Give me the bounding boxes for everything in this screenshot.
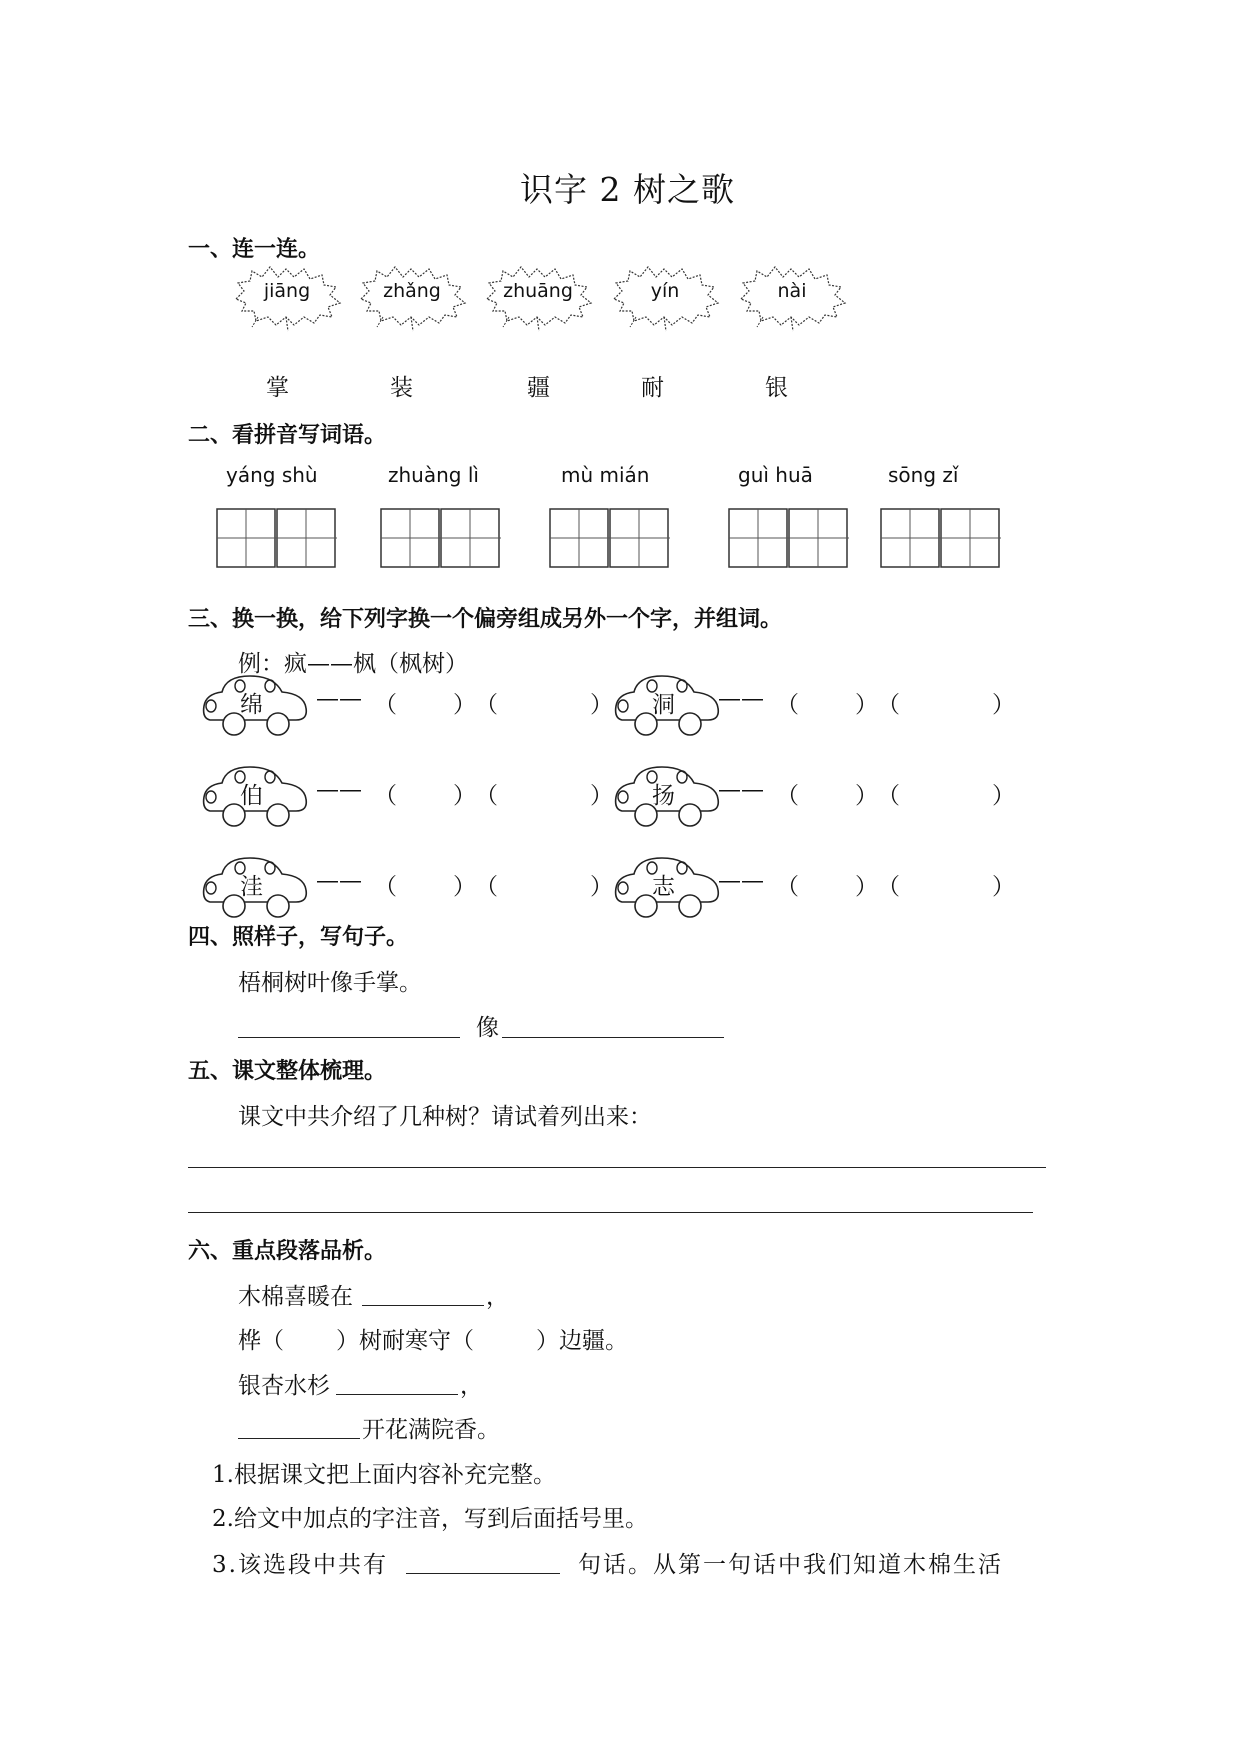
dash: —— (316, 777, 362, 803)
passage-line: 桦（ (238, 1328, 284, 1354)
answer-paren[interactable]: （ (776, 783, 799, 809)
answer-line[interactable] (188, 1212, 1033, 1213)
dash: —— (718, 686, 764, 712)
question-1: 1.根据课文把上面内容补充完整。 (212, 1462, 556, 1488)
fill-blank[interactable] (238, 1438, 360, 1439)
answer-paren: ） (590, 874, 613, 900)
pinyin-word: yáng shù (226, 463, 318, 487)
tianzige-grid[interactable] (880, 508, 1002, 568)
answer-paren: ） (992, 692, 1015, 718)
answer-paren[interactable]: （ (374, 783, 397, 809)
section-5-heading: 五、课文整体梳理。 (188, 1059, 387, 1084)
answer-paren: ） (453, 783, 476, 809)
section-2-heading: 二、看拼音写词语。 (188, 423, 387, 448)
question-3: 3.该选段中共有 (212, 1552, 388, 1578)
answer-paren[interactable]: （ (877, 783, 900, 809)
fill-blank[interactable] (406, 1573, 560, 1574)
tianzige-grid[interactable] (728, 508, 850, 568)
answer-paren[interactable]: （ (475, 874, 498, 900)
dash: —— (718, 777, 764, 803)
match-char: 掌 (266, 375, 289, 401)
car-character: 扬 (652, 783, 675, 809)
tianzige-grid[interactable] (216, 508, 338, 568)
car-character: 洼 (240, 874, 263, 900)
answer-paren[interactable]: （ (776, 692, 799, 718)
xiang-char: 像 (476, 1015, 499, 1041)
answer-paren: ） (590, 692, 613, 718)
answer-line[interactable] (188, 1167, 1046, 1168)
example-sentence: 梧桐树叶像手掌。 (238, 970, 422, 996)
match-char: 银 (765, 375, 788, 401)
pinyin-word: sōng zǐ (888, 463, 959, 487)
question-3-cont: 句话。从第一句话中我们知道木棉生活 (578, 1552, 1003, 1578)
answer-paren[interactable]: （ (374, 692, 397, 718)
answer-paren[interactable]: （ (776, 874, 799, 900)
match-char: 疆 (527, 375, 550, 401)
dash: —— (316, 868, 362, 894)
leaf-pinyin: nài (777, 280, 807, 302)
match-char: 耐 (641, 375, 664, 401)
section-4-heading: 四、照样子，写句子。 (188, 925, 409, 950)
answer-paren[interactable]: （ (877, 692, 900, 718)
tianzige-grid[interactable] (549, 508, 671, 568)
leaf-pinyin: yín (650, 280, 680, 302)
answer-paren: ） (992, 783, 1015, 809)
dash: —— (316, 686, 362, 712)
passage-line: ）树耐寒守（ (336, 1328, 474, 1354)
passage-line: 木棉喜暖在 (238, 1284, 353, 1310)
section-6-heading: 六、重点段落品析。 (188, 1239, 387, 1264)
fill-blank[interactable] (362, 1305, 484, 1306)
leaf-pinyin: zhuāng (503, 280, 573, 302)
question-2: 2.给文中加点的字注音，写到后面括号里。 (212, 1506, 648, 1532)
passage-punct: ， (460, 1373, 483, 1399)
answer-paren: ） (590, 783, 613, 809)
passage-line: 开花满院香。 (362, 1417, 500, 1443)
car-character: 伯 (240, 783, 263, 809)
answer-paren: ） (453, 874, 476, 900)
leaf-pinyin: jiāng (263, 280, 311, 302)
answer-paren: ） (453, 692, 476, 718)
answer-line[interactable] (238, 1037, 460, 1038)
passage-line: 银杏水杉 (238, 1373, 330, 1399)
question-text: 课文中共介绍了几种树？请试着列出来： (238, 1104, 652, 1130)
dash: —— (718, 868, 764, 894)
answer-paren[interactable]: （ (475, 692, 498, 718)
car-character: 绵 (240, 692, 263, 718)
passage-line: ）边疆。 (536, 1328, 628, 1354)
answer-paren: ） (992, 874, 1015, 900)
section-3-heading: 三、换一换，给下列字换一个偏旁组成另外一个字，并组词。 (188, 607, 783, 632)
answer-line[interactable] (502, 1037, 724, 1038)
example-text: 例：疯——枫（枫树） (238, 651, 468, 677)
answer-paren[interactable]: （ (877, 874, 900, 900)
section-1-heading: 一、连一连。 (188, 237, 321, 262)
passage-punct: ， (486, 1284, 509, 1310)
fill-blank[interactable] (336, 1394, 458, 1395)
car-character: 志 (652, 874, 675, 900)
answer-paren: ） (855, 874, 878, 900)
answer-paren[interactable]: （ (374, 874, 397, 900)
leaf-pinyin: zhǎng (383, 280, 441, 302)
match-char: 装 (390, 375, 413, 401)
answer-paren[interactable]: （ (475, 783, 498, 809)
car-character: 洞 (652, 692, 675, 718)
answer-paren: ） (855, 692, 878, 718)
tianzige-grid[interactable] (380, 508, 502, 568)
pinyin-word: mù mián (561, 463, 650, 487)
pinyin-word: guì huā (738, 463, 813, 487)
answer-paren: ） (855, 783, 878, 809)
page-title: 识字 2 树之歌 (520, 170, 735, 209)
pinyin-word: zhuàng lì (388, 463, 479, 487)
